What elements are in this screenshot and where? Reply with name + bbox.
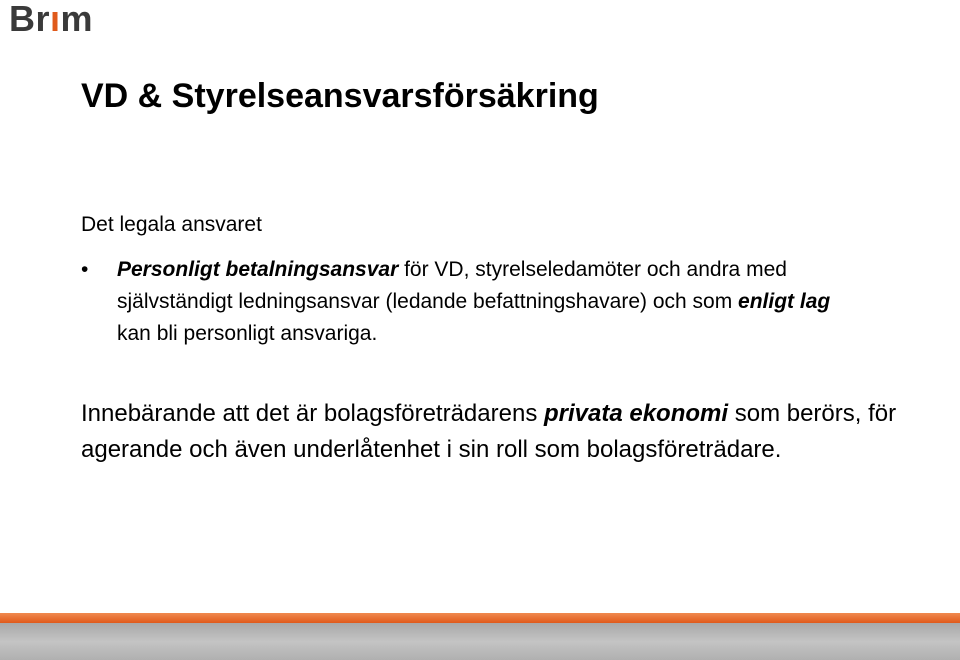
- footer-orange-stripe: [0, 613, 960, 623]
- slide-title: VD & Styrelseansvarsförsäkring: [81, 77, 599, 115]
- bullet-marker: •: [81, 258, 89, 281]
- footer-gray-band: [0, 623, 960, 660]
- section-subheading: Det legala ansvaret: [81, 213, 262, 236]
- paragraph-emphasis: privata ekonomi: [543, 400, 729, 427]
- logo-accent-letter: ı: [50, 0, 61, 39]
- bullet-emphasis-mid: enligt lag: [738, 290, 831, 313]
- paragraph-text-part-1: Innebärande att det är bolagsföreträdarens: [81, 400, 544, 427]
- bullet-text-part-1: för VD, styrelseledamöter och andra med självständigt ledningsansvar (ledande befattningshavare) och som: [117, 258, 787, 313]
- paragraph-text-part-2: som berörs, för agerande och även underlåtenhet i sin roll som bolagsföreträdare.: [81, 400, 897, 463]
- logo-text-end: m: [60, 0, 94, 39]
- bullet-emphasis-lead: Personligt betalningsansvar: [117, 258, 399, 281]
- logo-text-start: Br: [9, 0, 51, 39]
- bullet-text: [117, 254, 857, 350]
- brim-logo: [9, 0, 93, 41]
- body-paragraph: [81, 396, 901, 468]
- bullet-text-part-2: kan bli personligt ansvariga.: [117, 322, 378, 345]
